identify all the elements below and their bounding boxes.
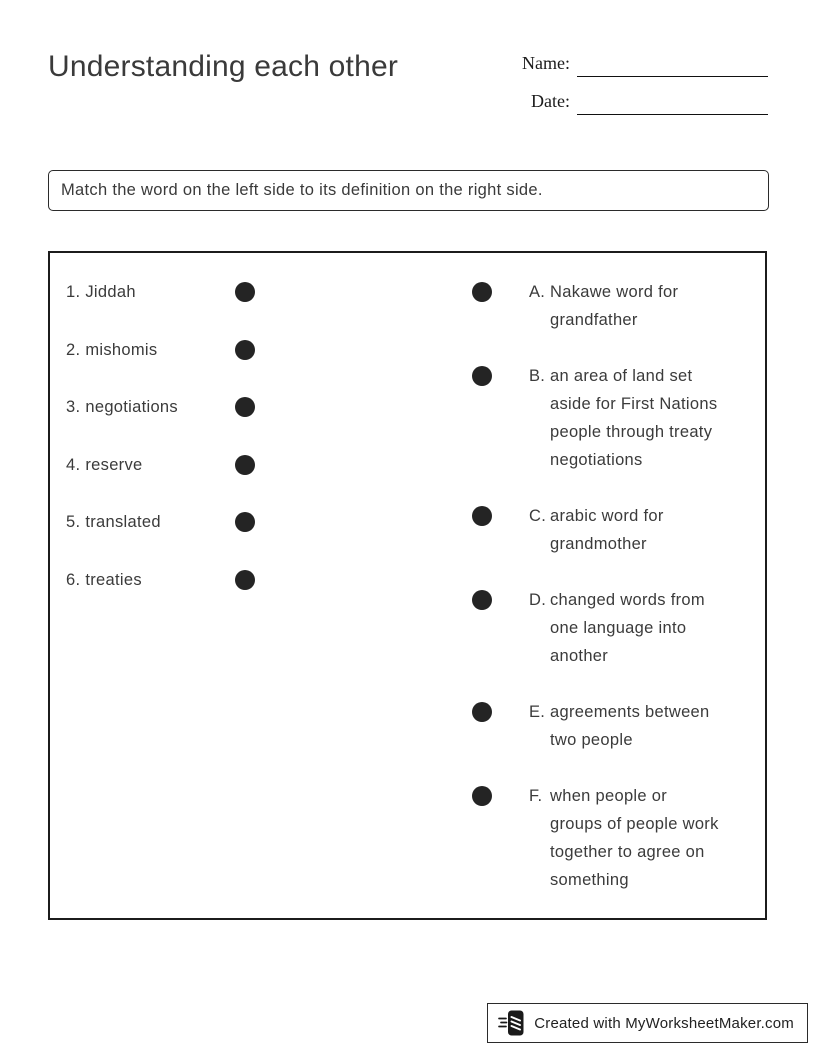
definition-letter: D. (529, 591, 547, 609)
date-blank-line (577, 89, 768, 115)
definition-item-b (472, 362, 720, 474)
match-dot (235, 455, 255, 475)
match-dot (235, 282, 255, 302)
definition-letter: E. (529, 703, 546, 721)
date-label: Date: (531, 91, 570, 111)
definition-item-a (472, 278, 720, 334)
words-column (50, 278, 350, 623)
word-label: 6. treaties (66, 570, 142, 589)
name-label: Name: (522, 53, 570, 73)
definition-text: when people or groups of people work together to agree on something (550, 787, 719, 889)
word-label: 2. mishomis (66, 340, 158, 359)
word-item-4 (50, 451, 350, 479)
word-label: 5. translated (66, 513, 161, 531)
instructions-text: Match the word on the left side to its definition on the right side. (61, 181, 543, 199)
definition-item-d (472, 586, 720, 670)
definition-letter: A. (529, 283, 546, 301)
page-title: Understanding each other (48, 50, 399, 83)
definition-text: Nakawe word for grandfather (550, 283, 679, 329)
match-dot (472, 590, 492, 610)
worksheet-maker-logo-icon (498, 1009, 525, 1037)
name-row (518, 51, 768, 77)
match-dot (235, 570, 255, 590)
definition-item-c (472, 502, 720, 558)
matching-exercise-box (48, 251, 767, 920)
match-dot (235, 340, 255, 360)
word-item-6 (50, 566, 350, 594)
definition-text: agreements between two people (550, 703, 710, 749)
match-dot (472, 366, 492, 386)
word-item-2 (50, 336, 350, 364)
word-label: 4. reserve (66, 455, 143, 474)
credit-text: Created with MyWorksheetMaker.com (534, 1014, 794, 1032)
definition-text: an area of land set aside for First Nations people through treaty negotiations (550, 367, 718, 469)
match-dot (472, 786, 492, 806)
definitions-column (472, 278, 720, 922)
name-date-block (518, 51, 768, 115)
word-item-3 (50, 393, 350, 421)
word-item-1 (50, 278, 350, 306)
match-dot (472, 506, 492, 526)
definition-letter: C. (529, 507, 547, 525)
instructions-box (48, 170, 769, 211)
definition-text: changed words from one language into another (550, 591, 705, 665)
definition-letter: B. (529, 367, 546, 385)
match-dot (472, 282, 492, 302)
word-label: 3. negotiations (66, 398, 178, 416)
match-dot (472, 702, 492, 722)
credit-badge (487, 1003, 808, 1043)
word-label: 1. Jiddah (66, 283, 136, 301)
date-row (518, 89, 768, 115)
definition-letter: F. (529, 787, 543, 805)
match-dot (235, 397, 255, 417)
word-item-5 (50, 508, 350, 536)
match-dot (235, 512, 255, 532)
definition-text: arabic word for grandmother (550, 507, 664, 553)
name-blank-line (577, 51, 768, 77)
definition-item-f (472, 782, 720, 894)
definition-item-e (472, 698, 720, 754)
